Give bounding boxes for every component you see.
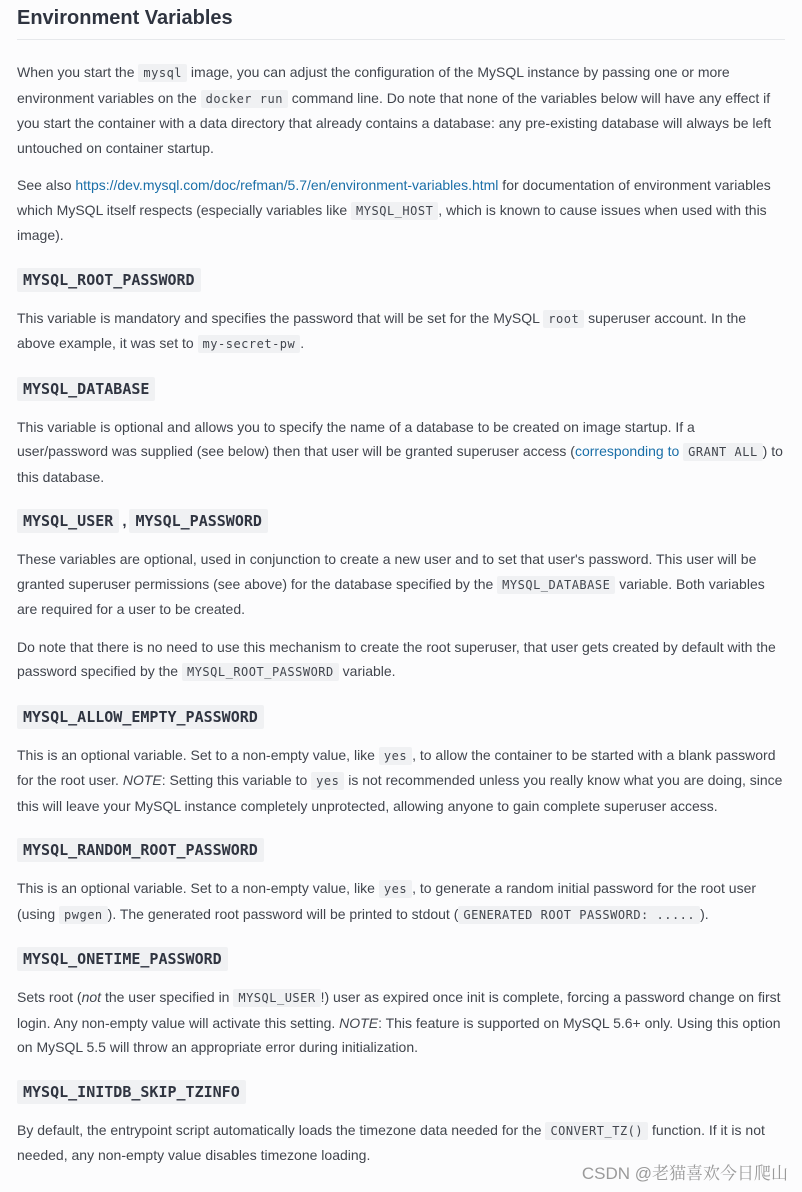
paragraph bbox=[17, 985, 785, 1060]
link[interactable]: corresponding to GRANT ALL bbox=[575, 443, 763, 459]
text: . bbox=[300, 335, 305, 351]
text: variable. bbox=[338, 663, 396, 679]
variable-name: MYSQL_USER bbox=[17, 509, 119, 533]
variable-name: MYSQL_ROOT_PASSWORD bbox=[17, 268, 201, 292]
text: command line. Do note that none of the variables below will have any effect if you start the container with a data directory that already contains a database: any pre-existing database will always be left untouched on container startup. bbox=[17, 89, 772, 156]
text: the user specified in bbox=[101, 989, 234, 1005]
inline-code: yes bbox=[379, 880, 412, 898]
text: When you start the bbox=[17, 64, 139, 80]
text: ). bbox=[700, 905, 709, 922]
text: ). The generated root password will be printed to stdout ( bbox=[107, 905, 459, 922]
link[interactable]: https://dev.mysql.com/doc/refman/5.7/en/environment-variables.html bbox=[75, 177, 499, 193]
watermark: CSDN @老猫喜欢今日爬山 bbox=[581, 1164, 788, 1183]
paragraph bbox=[17, 876, 785, 927]
paragraph bbox=[17, 415, 785, 490]
text: : Setting this variable to bbox=[161, 772, 312, 788]
text: is not recommended unless you really know what you are doing, since this will leave your MySQL instance completely unprotected, allowing anyone to gain complete superuser access. bbox=[17, 772, 783, 814]
variable-heading bbox=[17, 268, 785, 293]
text: variable. Both variables are required for a user to be created. bbox=[17, 575, 765, 617]
inline-code: yes bbox=[379, 747, 412, 765]
text: ) to this database. bbox=[17, 443, 783, 485]
emphasis: NOTE bbox=[339, 1014, 379, 1031]
inline-code: MYSQL_ROOT_PASSWORD bbox=[182, 663, 339, 681]
inline-code: MYSQL_HOST bbox=[351, 202, 438, 220]
variable-name: MYSQL_INITDB_SKIP_TZINFO bbox=[17, 1080, 246, 1104]
text: , which is known to cause issues when used with this image). bbox=[17, 201, 767, 243]
variable-name: MYSQL_DATABASE bbox=[17, 377, 155, 401]
text: Sets root ( bbox=[17, 989, 82, 1005]
inline-code: GRANT ALL bbox=[683, 443, 763, 461]
paragraph bbox=[17, 635, 785, 685]
variable-name: MYSQL_ALLOW_EMPTY_PASSWORD bbox=[17, 705, 264, 729]
emphasis: not bbox=[81, 989, 102, 1005]
paragraph bbox=[17, 306, 785, 357]
inline-code: GENERATED ROOT PASSWORD: ..... bbox=[458, 906, 700, 924]
inline-code: yes bbox=[311, 772, 344, 790]
variable-heading bbox=[17, 509, 785, 534]
paragraph bbox=[17, 547, 785, 622]
variable-heading bbox=[17, 947, 785, 972]
inline-code: MYSQL_DATABASE bbox=[497, 576, 615, 594]
paragraph bbox=[17, 173, 785, 248]
document bbox=[17, 0, 785, 1181]
paragraph bbox=[17, 60, 785, 160]
inline-code: docker run bbox=[201, 90, 288, 108]
text: for documentation of environment variables which MySQL itself respects (especially variables like bbox=[17, 177, 771, 218]
text: !) user as expired once init is complete, forcing a password change on first login. Any non-empty value will activate this setting. bbox=[17, 989, 781, 1031]
text: , to allow the container to be started with a blank password for the root user. bbox=[17, 746, 776, 788]
paragraph bbox=[17, 743, 785, 819]
text: See also bbox=[17, 177, 76, 193]
text: : This feature is supported on MySQL 5.6+ only. Using this option on MySQL 5.5 will throw an appropriate error during initialization. bbox=[17, 1014, 781, 1055]
text: image, you can adjust the configuration of the MySQL instance by passing one or more environment variables on the bbox=[17, 64, 730, 106]
inline-code: MYSQL_USER bbox=[233, 989, 320, 1007]
document-body bbox=[17, 60, 785, 1168]
text: This is an optional variable. Set to a non-empty value, like bbox=[17, 880, 379, 896]
variable-name: MYSQL_ONETIME_PASSWORD bbox=[17, 947, 228, 971]
inline-code: CONVERT_TZ() bbox=[545, 1122, 648, 1140]
variable-name: MYSQL_RANDOM_ROOT_PASSWORD bbox=[17, 838, 264, 862]
emphasis: NOTE bbox=[122, 772, 162, 788]
inline-code: my-secret-pw bbox=[198, 335, 301, 353]
text: function. If it is not needed, any non-empty value disables timezone loading. bbox=[17, 1121, 765, 1163]
inline-code: pwgen bbox=[59, 906, 108, 924]
text: superuser account. In the above example, it was set to bbox=[17, 309, 747, 351]
text: Do note that there is no need to use this mechanism to create the root superuser, that user gets created by default with the password specified by the bbox=[17, 638, 776, 679]
variable-heading bbox=[17, 838, 785, 863]
inline-code: mysql bbox=[138, 64, 187, 82]
text: By default, the entrypoint script automatically loads the timezone data needed for the bbox=[17, 1121, 546, 1138]
text: This is an optional variable. Set to a non-empty value, like bbox=[17, 746, 379, 763]
variable-heading bbox=[17, 1080, 785, 1105]
text: This variable is optional and allows you to specify the name of a database to be created on image startup. If a user/password was supplied (see below) then that user will be granted superuser access ( bbox=[17, 418, 695, 459]
text: These variables are optional, used in conjunction to create a new user and to set that user's password. This user will be granted superuser permissions (see above) for the database specified by the bbox=[17, 551, 757, 592]
text: , to generate a random initial password for the root user (using bbox=[17, 880, 757, 922]
inline-code: root bbox=[543, 310, 584, 328]
variable-name: MYSQL_PASSWORD bbox=[129, 509, 267, 533]
variable-heading bbox=[17, 705, 785, 730]
page-title: Environment Variables bbox=[17, 6, 785, 40]
heading-separator: , bbox=[122, 513, 127, 530]
variable-heading bbox=[17, 377, 785, 402]
text: This variable is mandatory and specifies the password that will be set for the MySQL bbox=[17, 309, 544, 326]
